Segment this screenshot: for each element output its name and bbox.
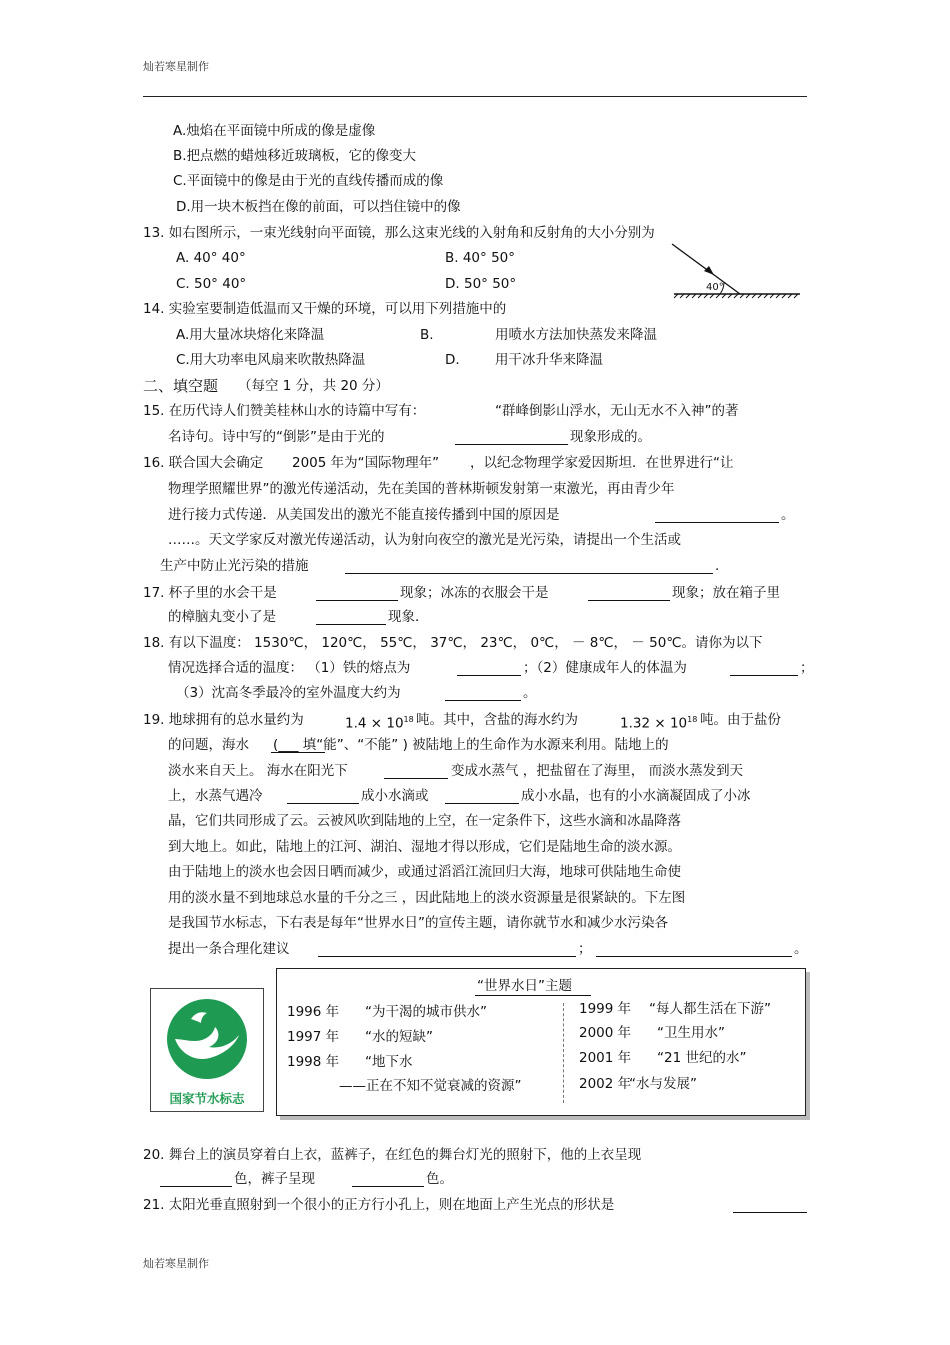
q19-line10b: ； [578,941,592,957]
table-row: 2000 年 [579,1025,632,1041]
q14-option-c: C.用大功率电风扇来吹散热降温 [176,352,366,368]
q18-line3-end: 。 [523,685,537,701]
q16-line1a: 16. 联合国大会确定 [143,455,264,471]
q20-line2a: 色，裤子呈现 [234,1171,315,1187]
q12-option-d: D.用一块木板挡在像的前面，可以挡住镜中的像 [176,199,461,215]
q19-line5: 晶，它们共同形成了云。云被风吹到陆地的上空，在一定条件下，这些水滴和冰晶降落 [168,813,681,829]
q13-option-c: C. 50° 40° [176,276,247,292]
q20-blank1 [160,1186,232,1187]
q14-option-b: 用喷水方法加快蒸发来降温 [495,327,657,343]
water-drop-icon [151,993,263,1089]
q12-option-a: A.烛焰在平面镜中所成的像是虚像 [173,123,376,139]
q16-line4: ……。天文学家反对激光传递活动，认为射向夜空的激光是光污染，请提出一个生活或 [168,532,681,548]
q17-line1a: 17. 杯子里的水会干是 [143,585,277,601]
q12-option-b: B.把点燃的蜡烛移近玻璃板，它的像变大 [173,148,417,164]
q16-line5: 生产中防止光污染的措施 [160,558,309,574]
q18-blank2 [730,675,798,676]
angle-label: 40° [706,282,724,293]
q15-line1a: 15. 在历代诗人们赞美桂林山水的诗篇中写有： [143,403,426,419]
q13-stem: 13. 如右图所示，一束光线射向平面镜，那么这束光线的入射角和反射角的大小分别为 [143,225,655,241]
section-note: （每空 1 分，共 20 分） [238,378,389,394]
table-cell: “为干渴的城市供水” [365,1004,487,1020]
q17-line1c: 现象；放在箱子里 [672,585,780,601]
q18-blank3 [445,700,521,701]
q18-line3a: （3）沈高冬季最冷的室外温度大约为 [176,685,401,701]
q19-line3a: 淡水来自天上。 海水在阳光下 [168,763,348,779]
table-divider [563,1003,564,1103]
table-cell: “水与发展” [629,1076,697,1092]
q15-line2a: 名诗句。诗中写的“倒影”是由于光的 [168,429,385,445]
q13-option-b: B. 40° 50° [445,250,515,266]
q19-line1e: 吨。由于盐份 [700,712,781,728]
q17-line2b: 现象． [388,609,429,625]
q18-line2a: 情况选择合适的温度： （1）铁的熔点为 [168,660,411,676]
q16-line3-end: 。 [781,507,795,523]
q15-blank [455,444,568,445]
q17-blank1 [316,600,398,601]
q16-line2: 物理学照耀世界”的激光传递活动，先在美国的普林斯顿发射第一束激光，再由青少年 [168,481,675,497]
q19-line4b: 成小水滴或 [361,788,429,804]
q19-line10a: 提出一条合理化建议 [168,941,290,957]
q18-line1: 18. 有以下温度： 1530℃， 120℃， 55℃， 37℃， 23℃， 0℃， － 8℃， － 50℃。请你为以下 [143,635,763,651]
q19-line4a: 上，水蒸气遇冷 [168,788,263,804]
q19-line2a: 的问题，海水 [168,737,249,753]
table-row: 2001 年 [579,1050,632,1066]
q16-blank2 [345,573,713,574]
logo-caption: 国家节水标志 [169,1091,245,1106]
water-saving-logo [150,988,264,1112]
q17-blank2 [588,600,670,601]
q13-option-a: A. 40° 40° [176,250,246,266]
q19-line1d: $1.32 \times 10^{18}$ [620,715,698,732]
q16-line3: 进行接力式传递．从美国发出的激光不能直接传播到中国的原因是 [168,507,560,523]
q20-line1: 20. 舞台上的演员穿着白上衣，蓝裤子，在红色的舞台灯光的照射下，他的上衣呈现 [143,1147,642,1163]
water-day-table [276,968,806,1116]
q12-option-c: C.平面镜中的像是由于光的直线传播而成的像 [173,173,444,189]
q18-line2b: ；（2）健康成年人的体温为 [523,660,687,676]
q19-line3b: 变成水蒸气 ，把盐留在了海里， 而淡水蒸发到天 [451,763,744,779]
q18-blank1 [457,675,521,676]
q19-line6: 到大地上。如此，陆地上的江河、湖泊、湿地才得以形成，它们是陆地生命的淡水源。 [168,839,681,855]
q19-blank5 [318,956,576,957]
q19-blank6 [596,956,792,957]
q17-blank3 [316,624,386,625]
q19-line1c: 吨。其中，含盐的海水约为 [416,712,578,728]
q19-blank3 [287,803,359,804]
q17-line2a: 的樟脑丸变小了是 [168,609,276,625]
table-cell: “水的短缺” [365,1029,433,1045]
q14-stem: 14. 实验室要制造低温而又干燥的环境，可以用下列措施中的 [143,301,507,317]
table-cell: “卫生用水” [657,1025,725,1041]
q19-line10-end: 。 [794,941,808,957]
title-underline [475,995,591,996]
q19-line1b: $1.4 \times 10^{18}$ [345,715,414,732]
table-row: 1999 年 [579,1001,632,1017]
header-maker: 灿若寒星制作 [143,60,209,73]
header-rule [143,96,807,97]
q14-option-d-letter: D. [445,352,460,368]
q19-line8: 用的淡水量不到地球总水量的千分之三 ，因此陆地上的淡水资源量是很紧缺的。下左图 [168,890,686,906]
table-cell: “21 世纪的水” [657,1050,747,1066]
q21-blank [733,1212,807,1213]
q18-line2-end: ； [800,660,814,676]
q19-blank4 [445,803,519,804]
table-cell: “地下水 [365,1054,413,1070]
q14-option-b-letter: B. [420,327,434,343]
q14-option-a: A.用大量冰块熔化来降温 [176,327,325,343]
table-row: 1996 年 [287,1004,340,1020]
q19-blank2 [384,778,448,779]
table-cell: “每人都生活在下游” [649,1001,771,1017]
water-day-title: “世界水日”主题 [477,978,572,994]
q16-line1b: 2005 年为“国际物理年” [292,455,440,471]
q16-line1c: ，以纪念物理学家爱因斯坦．在世界进行“让 [470,455,734,471]
q16-line5-end: . [715,558,720,574]
section-title: 二、填空题 [143,377,219,395]
q19-line2b: (___ 填“能”、“不能” ) 被陆地上的生命作为水源来利用。陆地上的 [273,737,669,753]
q21-line1: 21. 太阳光垂直照射到一个很小的正方行小孔上，则在地面上产生光点的形状是 [143,1197,615,1213]
q19-line7: 由于陆地上的淡水也会因日晒而减少，或通过滔滔江流回归大海，地球可供陆地生命使 [168,864,681,880]
table-row: 1998 年 [287,1054,340,1070]
q15-line1b: “群峰倒影山浮水，无山无水不入神”的著 [495,403,739,419]
q19-line9: 是我国节水标志，下右表是每年“世界水日”的宣传主题，请你就节水和减少水污染各 [168,915,668,931]
footer-maker: 灿若寒星制作 [143,1257,209,1270]
q20-line2b: 色。 [426,1171,453,1187]
table-cell: ——正在不知不觉衰减的资源” [339,1078,522,1094]
q20-blank2 [352,1186,424,1187]
table-row: 2002 年 [579,1076,632,1092]
q15-line2b: 现象形成的。 [570,429,651,445]
q17-line1b: 现象；冰冻的衣服会干是 [400,585,549,601]
q16-blank1 [655,522,779,523]
q14-option-d: 用干冰升华来降温 [495,352,603,368]
mirror-ray-figure [670,238,810,300]
table-row: 1997 年 [287,1029,340,1045]
q19-line4c: 成小水晶，也有的小水滴凝固成了小冰 [521,788,751,804]
q19-line1a: 19. 地球拥有的总水量约为 [143,712,304,728]
q13-option-d: D. 50° 50° [445,276,517,292]
